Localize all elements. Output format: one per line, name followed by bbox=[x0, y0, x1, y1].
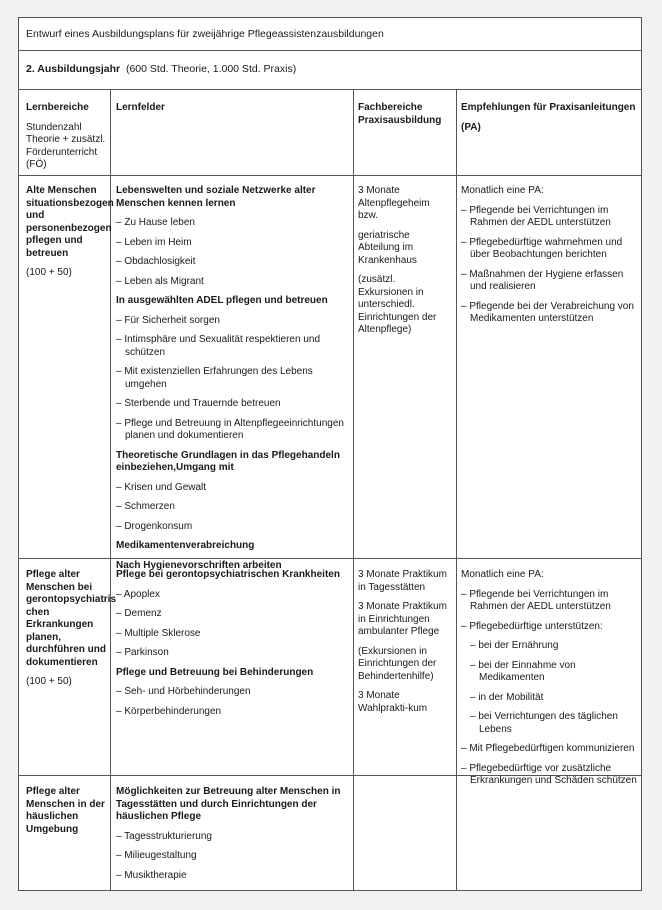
list-item: – Pflegende bei Verrichtungen im Rahmen der AEDL unterstützen bbox=[461, 588, 611, 612]
header-lernfelder bbox=[116, 102, 346, 115]
list-item: – Sterbende und Trauernde betreuen bbox=[116, 398, 281, 409]
list-item: – Pflegebedürftige unterstützen: bbox=[461, 620, 603, 632]
list-item: – Drogenkonsum bbox=[116, 520, 193, 532]
list-item: – Körperbehinderungen bbox=[116, 705, 222, 717]
list-item: – Multiple Sklerose bbox=[116, 627, 201, 639]
table-title-row bbox=[19, 18, 641, 51]
list-item: – bei Verrichtungen des täglichen Lebens bbox=[470, 711, 618, 735]
lernbereich-title: Pflege alter Menschen in der häuslichen Umgebung bbox=[26, 786, 105, 835]
lernfeld-heading: Möglichkeiten zur Betreuung alter Menschen in Tagesstätten und durch Einrichtungen der häuslichen Pflege bbox=[116, 786, 341, 822]
empfehlungen-cell bbox=[461, 569, 639, 788]
column-divider bbox=[456, 90, 457, 890]
row-divider bbox=[19, 175, 641, 176]
list-item: – Mit existenziellen Erfahrungen des Lebens umgehen bbox=[116, 366, 313, 390]
list-item: – bei der Ernährung bbox=[470, 640, 559, 651]
list-item: – Parkinson bbox=[116, 647, 169, 658]
year-label: 2. Ausbildungsjahr bbox=[26, 63, 121, 75]
fachbereiche-cell bbox=[358, 569, 452, 715]
fachbereiche-cell bbox=[358, 185, 452, 337]
lernbereich-cell bbox=[26, 786, 106, 836]
list-item: – Pflege und Betreuung in Altenpflegeeinrichtungen planen und dokumentieren bbox=[116, 417, 344, 441]
lernbereich-title: Pflege alter Menschen bei gerontopsychiatris chen Erkrankungen planen, durchführen und dokumentieren bbox=[26, 569, 117, 668]
column-divider bbox=[110, 90, 111, 890]
table-title: Entwurf eines Ausbildungsplans für zweijährige Pflegeassistenzausbildungen bbox=[26, 28, 384, 40]
year-detail: (600 Std. Theorie, 1.000 Std. Praxis) bbox=[125, 63, 297, 75]
list-item: – Krisen und Gewalt bbox=[116, 481, 207, 493]
fachbereich-text: 3 Monate Wahlprakti-kum bbox=[358, 690, 428, 714]
lernbereich-stunden: (100 + 50) bbox=[26, 267, 72, 278]
lernfelder-cell bbox=[116, 786, 348, 882]
header-lernbereiche bbox=[26, 102, 106, 172]
list-item: – Pflegebedürftige wahrnehmen und über Beobachtungen berichten bbox=[461, 236, 623, 260]
lernbereich-stunden: (100 + 50) bbox=[26, 676, 72, 687]
fachbereich-text: 3 Monate Altenpflegeheim bzw. bbox=[358, 185, 430, 221]
header-lernfelder-title: Lernfelder bbox=[116, 102, 165, 113]
lernfeld-heading: In ausgewählten ADEL pflegen und betreuen bbox=[116, 295, 328, 306]
plan-table bbox=[18, 17, 642, 891]
list-item: – Pflegende bei Verrichtungen im Rahmen der AEDL unterstützen bbox=[461, 204, 611, 228]
lernfeld-heading: Nach Hygienevorschriften arbeiten bbox=[116, 559, 282, 571]
list-item: – Pflegebedürftige vor zusätzliche Erkrankungen und Schäden schützen bbox=[461, 762, 637, 786]
lernfeld-heading: Theoretische Grundlagen in das Pflegehandeln einbeziehen,Umgang mit bbox=[116, 449, 340, 473]
lernfelder-cell bbox=[116, 185, 348, 572]
fachbereich-text: (Exkursionen in Einrichtungen der Behindertenhilfe) bbox=[358, 645, 437, 682]
lernfeld-heading: Lebenswelten und soziale Netzwerke alter Menschen kennen lernen bbox=[116, 185, 316, 209]
list-item: – Schmerzen bbox=[116, 501, 175, 512]
header-empfehlungen-title: Empfehlungen für Praxisanleitungen bbox=[461, 102, 636, 113]
list-item: – Pflegende bei der Verabreichung von Medikamenten unterstützen bbox=[461, 300, 634, 324]
header-lernbereiche-title: Lernbereiche bbox=[26, 102, 89, 113]
lernfelder-cell bbox=[116, 569, 348, 718]
list-item: – Musiktherapie bbox=[116, 869, 187, 881]
year-row bbox=[19, 51, 641, 90]
fachbereich-text: 3 Monate Praktikum in Einrichtungen ambulanter Pflege bbox=[358, 601, 447, 637]
list-item: – Apoplex bbox=[116, 588, 160, 600]
lernfeld-heading: Pflege bei gerontopsychiatrischen Krankheiten bbox=[116, 569, 340, 580]
year-text bbox=[26, 63, 296, 75]
list-item: – Intimsphäre und Sexualität respektieren und schützen bbox=[116, 334, 321, 358]
list-item: – Milieugestaltung bbox=[116, 850, 197, 861]
list-item: – Seh- und Hörbehinderungen bbox=[116, 686, 251, 697]
list-item: – bei der Einnahme von Medikamenten bbox=[470, 659, 576, 683]
lernbereich-cell bbox=[26, 185, 114, 280]
column-divider bbox=[353, 90, 354, 890]
header-fachbereiche-title: Fachbereiche Praxisausbildung bbox=[358, 102, 442, 126]
list-item: – Mit Pflegebedürftigen kommunizieren bbox=[461, 743, 635, 754]
lernfeld-heading: Pflege und Betreuung bei Behinderungen bbox=[116, 666, 314, 678]
header-fachbereiche bbox=[358, 102, 450, 127]
header-empfehlungen bbox=[461, 102, 637, 134]
fachbereich-text: (zusätzl. Exkursionen in unterschiedl. Einrichtungen der Altenpflege) bbox=[358, 274, 437, 335]
header-empfehlungen-sub: (PA) bbox=[461, 121, 481, 133]
empfehlung-intro: Monatlich eine PA: bbox=[461, 185, 544, 196]
empfehlung-intro: Monatlich eine PA: bbox=[461, 569, 544, 580]
lernfeld-heading: Medikamentenverabreichung bbox=[116, 540, 255, 551]
lernbereich-title: Alte Menschen situationsbezogen und personenbezogen pflegen und betreuen bbox=[26, 185, 114, 259]
lernbereich-cell bbox=[26, 569, 117, 689]
list-item: – Leben im Heim bbox=[116, 236, 192, 248]
list-item: – Für Sicherheit sorgen bbox=[116, 314, 220, 326]
fachbereich-text: geriatrische Abteilung im Krankenhaus bbox=[358, 229, 417, 266]
list-item: – Demenz bbox=[116, 608, 162, 619]
list-item: – Tagesstrukturierung bbox=[116, 830, 212, 842]
list-item: – Obdachlosigkeit bbox=[116, 256, 196, 267]
list-item: – Maßnahmen der Hygiene erfassen und realisieren bbox=[461, 268, 624, 292]
list-item: – in der Mobilität bbox=[470, 691, 544, 703]
list-item: – Leben als Migrant bbox=[116, 275, 204, 287]
fachbereich-text: 3 Monate Praktikum in Tagesstätten bbox=[358, 569, 447, 593]
header-lernbereiche-sub: Stundenzahl Theorie + zusätzl. Förderunterricht (FÖ) bbox=[26, 121, 106, 170]
empfehlungen-cell bbox=[461, 185, 639, 326]
list-item: – Zu Hause leben bbox=[116, 217, 195, 228]
